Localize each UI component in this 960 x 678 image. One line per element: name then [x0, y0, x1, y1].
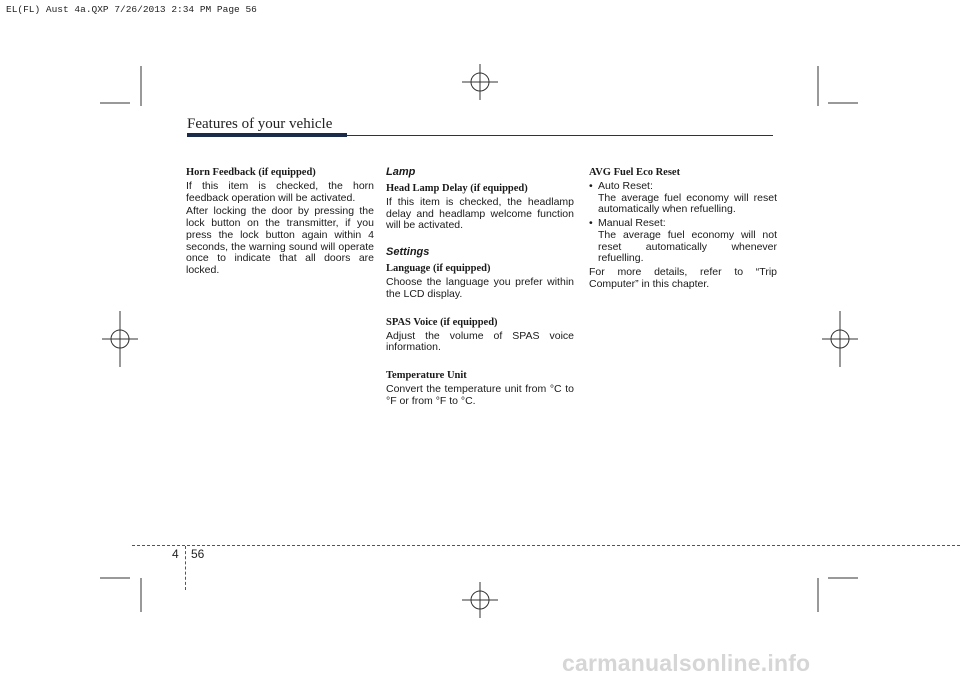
auto-reset-description: The average fuel economy will reset automatically when refuelling. [598, 191, 777, 216]
spas-voice-heading: SPAS Voice (if equipped) [386, 316, 498, 328]
chapter-number: 4 [172, 547, 179, 561]
auto-reset-label: • Auto Reset: [589, 181, 777, 193]
avg-fuel-eco-reset-heading: AVG Fuel Eco Reset [589, 167, 681, 178]
manual-reset-description: The average fuel economy will not reset automatically whenever refuelling. [598, 228, 777, 265]
print-slug: EL(FL) Aust 4a.QXP 7/26/2013 2:34 PM Page 56 [6, 4, 257, 15]
list-item [589, 218, 777, 265]
head-lamp-delay-paragraph: If this item is checked, the headlamp delay and headlamp welcome function will be activated. [386, 196, 574, 232]
reset-options-list [589, 181, 777, 265]
watermark: carmanualsonline.info [562, 650, 811, 676]
spas-voice-paragraph: Adjust the volume of SPAS voice information. [386, 329, 574, 354]
settings-heading: Settings [386, 246, 430, 259]
column-1 [186, 166, 374, 279]
column-3 [589, 166, 777, 292]
footer-divider [185, 546, 186, 590]
registration-mark-right [822, 311, 858, 367]
head-lamp-delay-heading: Head Lamp Delay (if equipped) [386, 183, 528, 194]
lamp-heading: Lamp [386, 166, 416, 178]
horn-feedback-paragraph-2: After locking the door by pressing the lock button on the transmitter, if you press the lock button again within 4 seconds, the warning sound will operate once to indicate that all doors are locked. [186, 205, 374, 276]
temperature-unit-paragraph: Convert the temperature unit from °C to °F or from °F to °C. [386, 382, 574, 407]
manual-reset-label: • Manual Reset: [589, 218, 777, 230]
language-heading: Language (if equipped) [386, 263, 491, 275]
footer-rule [132, 545, 960, 546]
language-paragraph: Choose the language you prefer within the LCD display. [386, 276, 574, 300]
page-number: 56 [191, 547, 205, 561]
more-details-paragraph: For more details, refer to “Trip Computer” in this chapter. [589, 265, 777, 290]
header-bar [187, 133, 347, 137]
temperature-unit-heading: Temperature Unit [386, 369, 467, 381]
registration-mark-left [102, 311, 138, 367]
list-item [589, 181, 777, 216]
column-2 [386, 166, 574, 409]
registration-mark-bottom [462, 582, 498, 618]
registration-mark-top [462, 64, 498, 100]
horn-feedback-paragraph-1: If this item is checked, the horn feedback operation will be activated. [186, 180, 374, 204]
horn-feedback-heading: Horn Feedback (if equipped) [186, 167, 316, 178]
header-rule [347, 135, 773, 136]
section-title: Features of your vehicle [187, 116, 333, 132]
